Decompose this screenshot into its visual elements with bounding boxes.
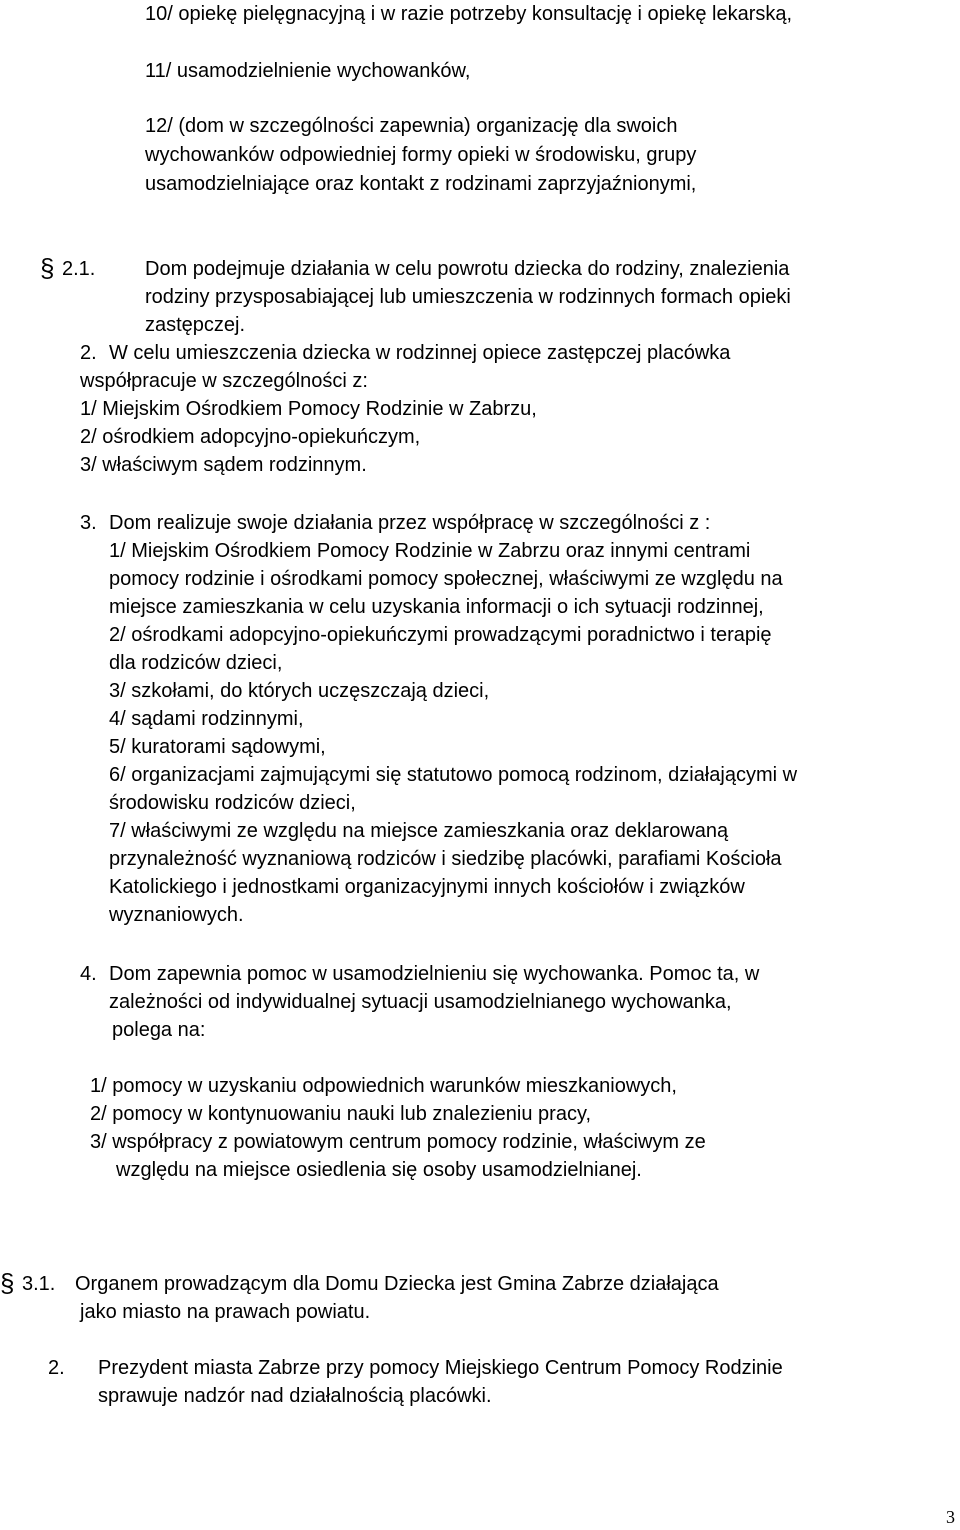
section-symbol: § (0, 1268, 15, 1298)
list-item: 1/ Miejskim Ośrodkiem Pomocy Rodzinie w Zabrzu oraz innymi centrami (109, 540, 751, 562)
list-item: 3/ szkołami, do których uczęszczają dzieci, (109, 680, 490, 702)
list-item-continuation: względu na miejsce osiedlenia się osoby usamodzielnianej. (116, 1159, 642, 1181)
point-number: 3. (80, 512, 97, 534)
paragraph-line: zastępczej. (145, 314, 246, 336)
list-item: 3/ współpracy z powiatowym centrum pomocy rodzinie, właściwym ze (90, 1131, 706, 1153)
list-item: 10/ opiekę pielęgnacyjną i w razie potrzeby konsultację i opiekę lekarską, (145, 3, 793, 25)
point-number: 2. (80, 342, 97, 364)
paragraph-line: polega na: (112, 1019, 206, 1041)
page-number: 3 (946, 1507, 955, 1527)
paragraph-line: sprawuje nadzór nad działalnością placówki. (98, 1385, 492, 1407)
section-symbol: § (40, 253, 55, 283)
paragraph-line: Dom realizuje swoje działania przez współpracę w szczególności z : (109, 512, 711, 534)
list-item: 2/ pomocy w kontynuowaniu nauki lub znalezieniu pracy, (90, 1103, 592, 1125)
paragraph-line: Dom zapewnia pomoc w usamodzielnieniu się wychowanka. Pomoc ta, w (109, 963, 760, 985)
list-item-continuation: Katolickiego i jednostkami organizacyjnymi innych kościołów i związków (109, 876, 745, 898)
list-item-continuation: dla rodziców dzieci, (109, 652, 283, 674)
list-item-continuation: środowisku rodziców dzieci, (109, 792, 356, 814)
list-item: 12/ (dom w szczególności zapewnia) organizację dla swoich (145, 115, 678, 137)
list-item-continuation: przynależność wyznaniową rodziców i siedzibę placówki, parafiami Kościoła (109, 848, 782, 870)
list-item: 3/ właściwym sądem rodzinnym. (80, 454, 367, 476)
list-item-continuation: miejsce zamieszkania w celu uzyskania informacji o ich sytuacji rodzinnej, (109, 596, 764, 618)
list-item-continuation: pomocy rodzinie i ośrodkami pomocy społecznej, właściwymi ze względu na (109, 568, 783, 590)
paragraph-line: rodziny przysposabiającej lub umieszczenia w rodzinnych formach opieki (145, 286, 791, 308)
list-item: 1/ Miejskim Ośrodkiem Pomocy Rodzinie w Zabrzu, (80, 398, 537, 420)
paragraph-line: Organem prowadzącym dla Domu Dziecka jest Gmina Zabrze działająca (75, 1273, 719, 1295)
section-number: 3.1. (22, 1273, 56, 1295)
paragraph-line: współpracuje w szczególności z: (80, 370, 368, 392)
list-item: 2/ ośrodkami adopcyjno-opiekuńczymi prowadzącymi poradnictwo i terapię (109, 624, 772, 646)
list-item-continuation: wyznaniowych. (109, 904, 244, 926)
list-item: 11/ usamodzielnienie wychowanków, (145, 60, 471, 82)
paragraph-line: W celu umieszczenia dziecka w rodzinnej opiece zastępczej placówka (109, 342, 731, 364)
list-item: 6/ organizacjami zajmującymi się statutowo pomocą rodzinom, działającymi w (109, 764, 798, 786)
paragraph-line: jako miasto na prawach powiatu. (80, 1301, 371, 1323)
list-item-continuation: usamodzielniające oraz kontakt z rodzinami zaprzyjaźnionymi, (145, 173, 697, 195)
list-item: 7/ właściwymi ze względu na miejsce zamieszkania oraz deklarowaną (109, 820, 729, 842)
list-item: 4/ sądami rodzinnymi, (109, 708, 304, 730)
list-item: 2/ ośrodkiem adopcyjno-opiekuńczym, (80, 426, 421, 448)
list-item: 1/ pomocy w uzyskaniu odpowiednich warunków mieszkaniowych, (90, 1075, 677, 1097)
list-item: 5/ kuratorami sądowymi, (109, 736, 326, 758)
point-number: 2. (48, 1357, 65, 1379)
paragraph-line: Dom podejmuje działania w celu powrotu dziecka do rodziny, znalezienia (145, 258, 790, 280)
paragraph-line: zależności od indywidualnej sytuacji usamodzielnianego wychowanka, (109, 991, 732, 1013)
point-number: 4. (80, 963, 97, 985)
section-number: 2.1. (62, 258, 96, 280)
list-item-continuation: wychowanków odpowiedniej formy opieki w środowisku, grupy (145, 144, 697, 166)
paragraph-line: Prezydent miasta Zabrze przy pomocy Miejskiego Centrum Pomocy Rodzinie (98, 1357, 783, 1379)
